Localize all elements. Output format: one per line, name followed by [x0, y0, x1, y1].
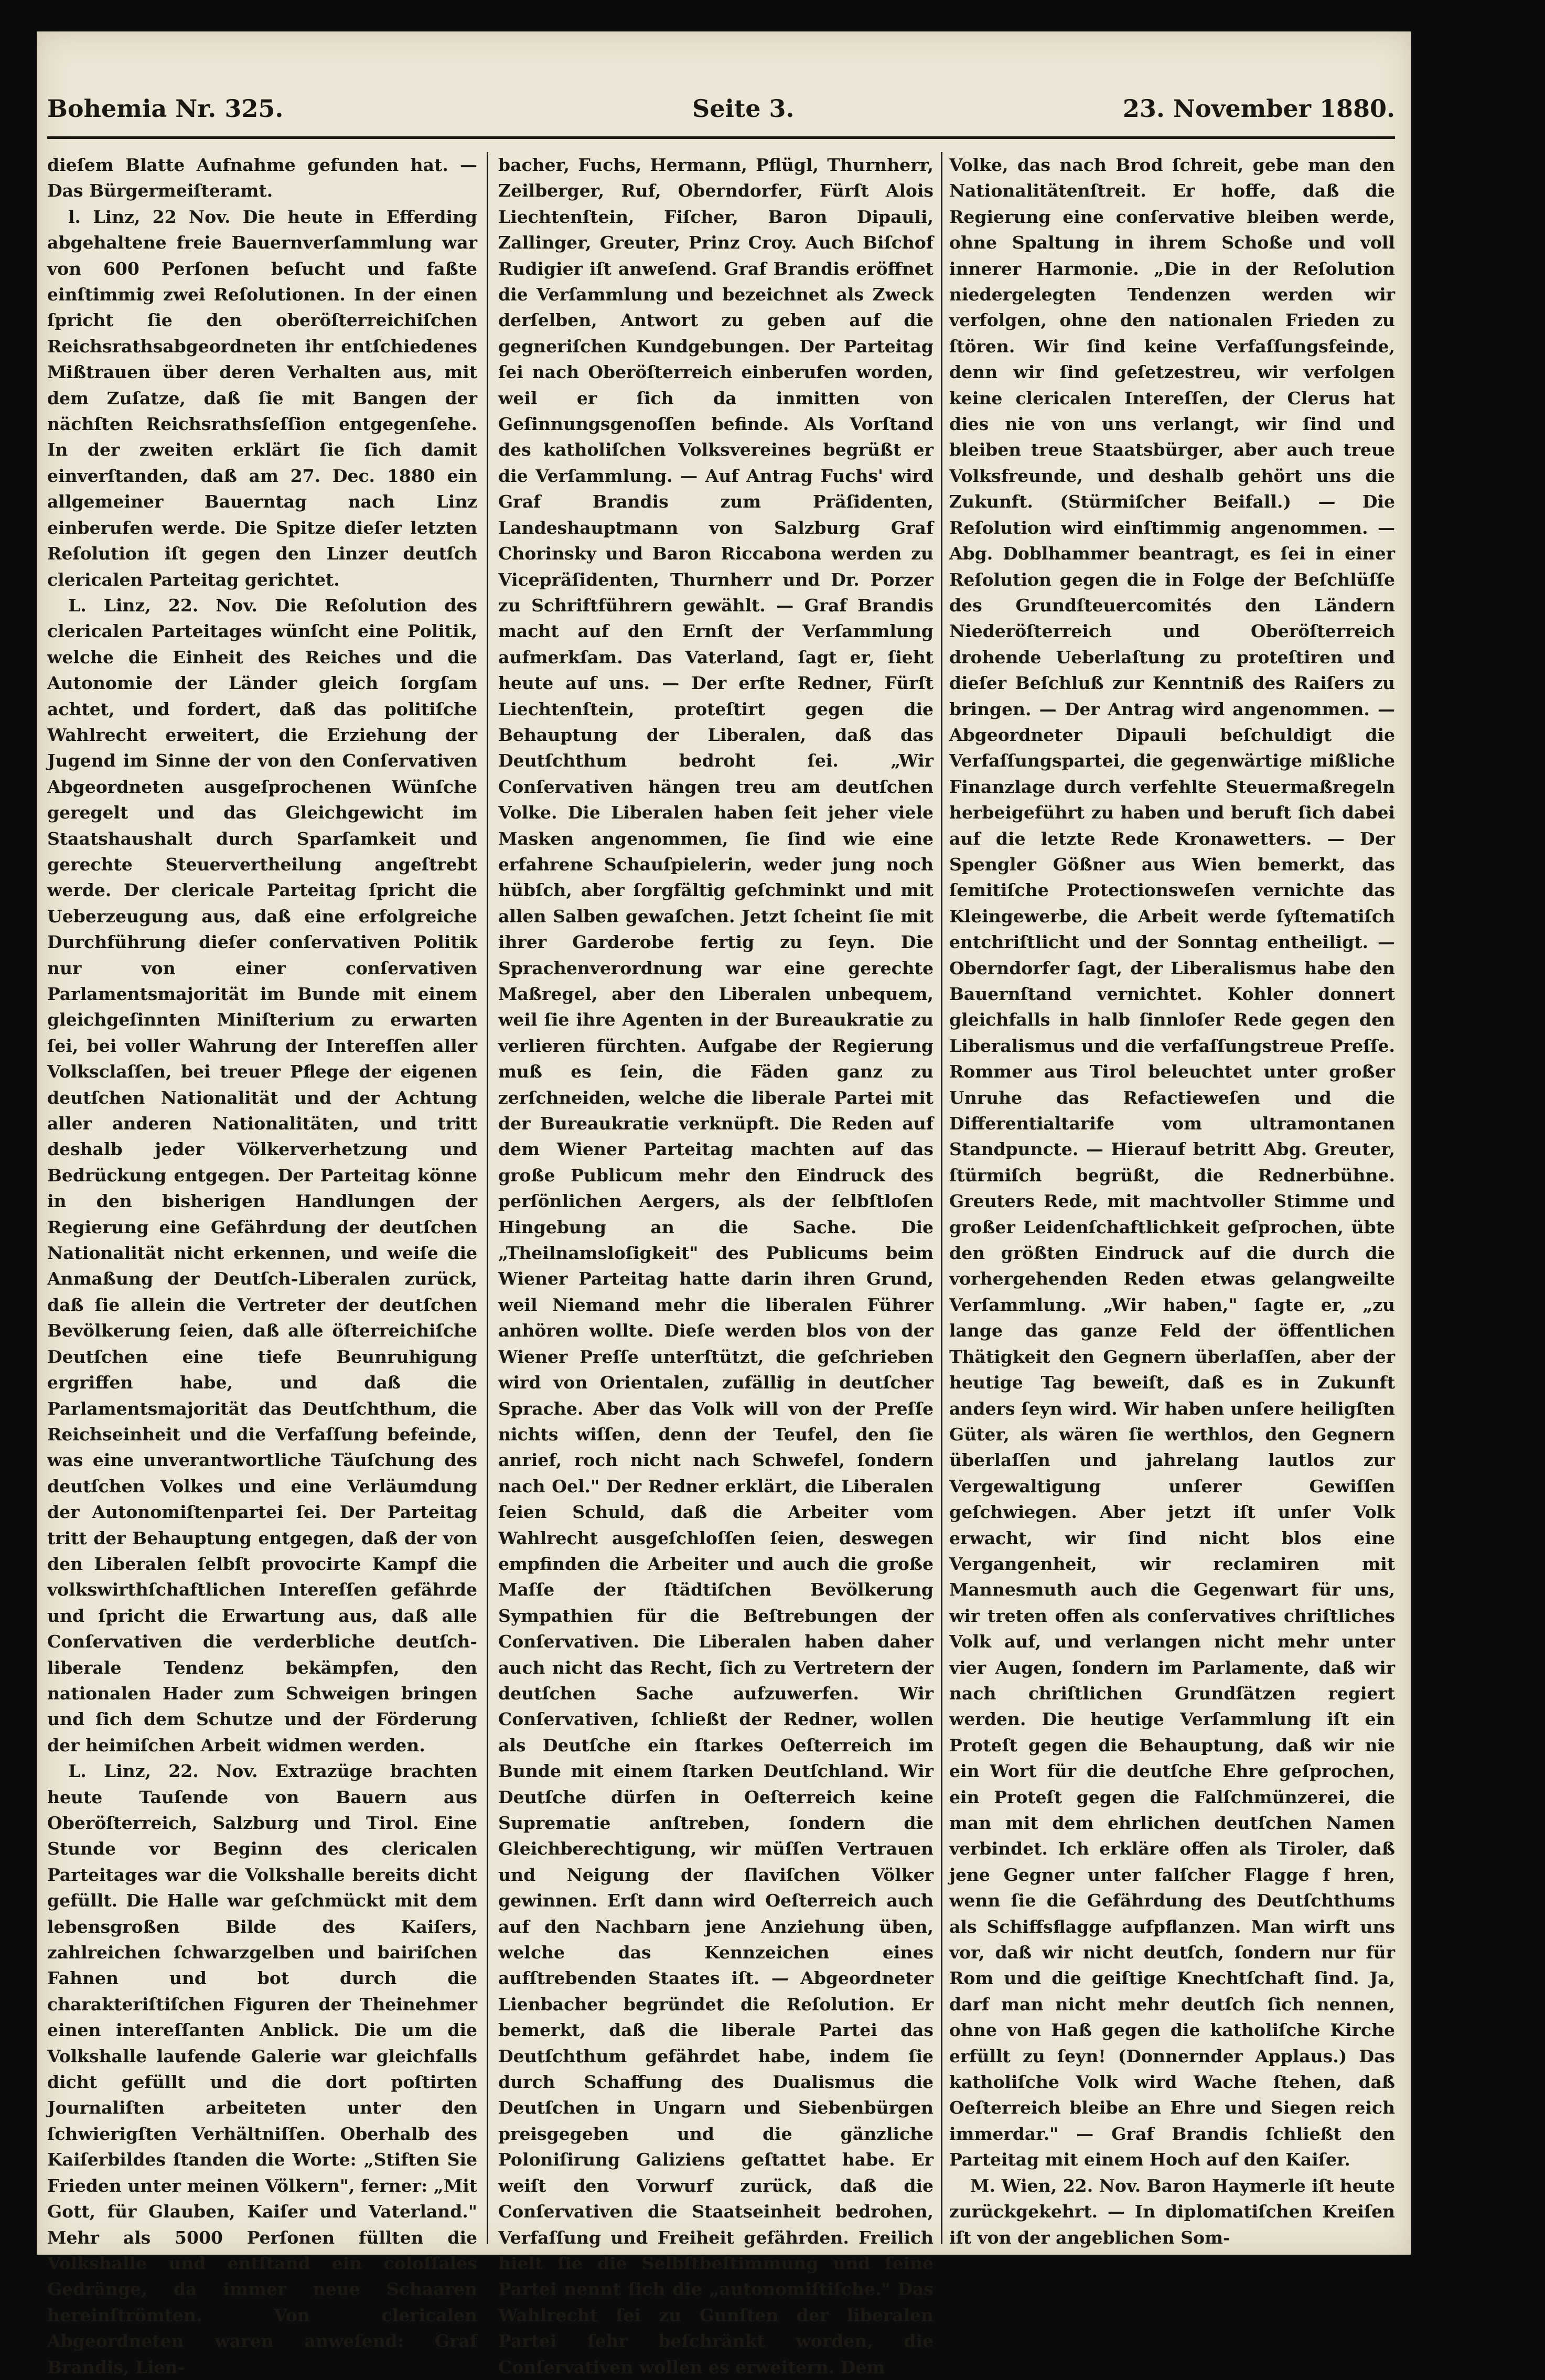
page-number: Seite 3.: [692, 94, 795, 123]
column-divider: [941, 152, 942, 2244]
page-header: [47, 94, 1395, 136]
article-paragraph: M. Wien, 22. Nov. Baron Haymerle iſt heute zurückgekehrt. — In diplomatiſchen Kreiſen iſt von der angeblichen Som-: [949, 2175, 1395, 2248]
article-paragraph: bacher, Fuchs, Hermann, Pflügl, Thurnherr, Zeilberger, Ruf, Oberndorfer, Fürſt Alois Liechtenſtein, Fiſcher, Baron Dipauli, Zallinger, Greuter, Prinz Croy. Auch Biſchof Rudigier iſt anweſend. Graf Brandis eröffnet die Verſammlung und bezeichnet als Zweck derſelben, Antwort zu geben auf die gegneriſchen Kundgebungen. Der Parteitag ſei nach Oberöſterreich einberufen worden, weil er ſich da inmitten von Geſinnungsgenoſſen befinde. Als Vorſtand des katholiſchen Volksvereines begrüßt er die Verſammlung. — Auf Antrag Fuchs' wird Graf Brandis zum Präſidenten, Landeshauptmann von Salzburg Graf Chorinsky und Baron Riccabona werden zu Vicepräſidenten, Thurnherr und Dr. Porzer zu Schriftführern gewählt. — Graf Brandis macht auf den Ernſt der Verſammlung aufmerkſam. Das Vaterland, ſagt er, ſieht heute auf uns. — Der erſte Redner, Fürſt Liechtenſtein, proteſtirt gegen die Behauptung der Liberalen, daß das Deutſchthum bedroht ſei. „Wir Conſervativen hängen treu am deutſchen Volke. Die Liberalen haben ſeit jeher viele Masken angenommen, ſie ſind wie eine erfahrene Schauſpielerin, weder jung noch hübſch, aber ſorgfältig geſchminkt und mit allen Salben gewaſchen. Jetzt ſcheint ſie mit ihrer Garderobe fertig zu ſeyn. Die Sprachenverordnung war eine gerechte Maßregel, aber den Liberalen unbequem, weil ſie ihre Agenten in der Bureaukratie zu verlieren fürchten. Aufgabe der Regierung muß es ſein, die Fäden ganz zu zerſchneiden, welche die liberale Partei mit der Bureaukratie verknüpft. Die Reden auf dem Wiener Parteitag machten auf das große Publicum mehr den Eindruck des perſönlichen Aergers, als der ſelbſtloſen Hingebung an die Sache. Die „Theilnamsloſigkeit" des Publicums beim Wiener Parteitag hatte darin ihren Grund, weil Niemand mehr die liberalen Führer anhören wollte. Dieſe werden blos von der Wiener Preſſe unterſtützt, die geſchrieben wird von Orientalen, zufällig in deutſcher Sprache. Aber das Volk will von der Preſſe nichts wiſſen, denn der Teufel, den ſie anrief, roch nicht nach Schwefel, ſondern nach Oel." Der Redner erklärt, die Liberalen ſeien Schuld, daß die Arbeiter vom Wahlrecht ausgeſchloſſen ſeien, deswegen empfinden die Arbeiter und auch die große Maſſe der ſtädtiſchen Bevölkerung Sympathien für die Beſtrebungen der Conſervativen. Die Liberalen haben daher auch nicht das Recht, ſich zu Vertretern der deutſchen Sache aufzuwerfen. Wir Conſervativen, ſchließt der Redner, wollen als Deutſche ein ſtarkes Oeſterreich im Bunde mit einem ſtarken Deutſchland. Wir Deutſche dürfen in Oeſterreich keine Suprematie anſtreben, ſondern die Gleichberechtigung, wir müſſen Vertrauen und Neigung der ſlaviſchen Völker gewinnen. Erſt dann wird Oeſterreich auch auf den Nachbarn jene Anziehung üben, welche das Kennzeichen eines aufſtrebenden Staates iſt. — Abgeordneter Lienbacher begründet die Reſolution. Er bemerkt, daß die liberale Partei das Deutſchthum gefährdet habe, indem ſie durch Schaffung des Dualismus die Deutſchen in Ungarn und Siebenbürgen preisgegeben und die gänzliche Poloniſirung Galiziens geſtattet habe. Er weiſt den Vorwurf zurück, daß die Conſervativen die Staatseinheit bedrohen, Verfaſſung und Freiheit gefährden. Freilich hielt ſie die Selbſtbeſtimmung und ſeine Partei nennt ſich die „autonomiſtiſche." Das Wahlrecht ſei zu Gunſten der liberalen Partei ſehr beſchränkt worden, die Conſervativen wollen es erweitern. Dem: [498, 155, 934, 2377]
column-divider: [487, 152, 488, 2244]
column-2: [498, 152, 934, 2377]
article-paragraph: dieſem Blatte Aufnahme gefunden hat. — Das Bürgermeiſteramt.: [47, 155, 477, 201]
newspaper-page: [37, 31, 1411, 2377]
article-paragraph: L. Linz, 22. Nov. Die Reſolution des clericalen Parteitages wünſcht eine Politik, welche die Einheit des Reiches und die Autonomie der Länder gleich ſorgſam achtet, und fordert, daß das politiſche Wahlrecht erweitert, die Erziehung der Jugend im Sinne der von den Conſervativen Abgeordneten ausgeſprochenen Wünſche geregelt und das Gleichgewicht im Staatshaushalt durch Sparſamkeit und gerechte Steuervertheilung angeſtrebt werde. Der clericale Parteitag ſpricht die Ueberzeugung aus, daß eine erfolgreiche Durchführung dieſer conſervativen Politik nur von einer conſervativen Parlamentsmajorität im Bunde mit einem gleichgeſinnten Miniſterium zu erwarten ſei, bei voller Wahrung der Intereſſen aller Volksclaſſen, bei treuer Pflege der eigenen deutſchen Nationalität und der Achtung aller anderen Nationalitäten, und tritt deshalb jeder Völkerverhetzung und Bedrückung entgegen. Der Parteitag könne in den bisherigen Handlungen der Regierung eine Gefährdung der deutſchen Nationalität nicht erkennen, und weiſe die Anmaßung der Deutſch-Liberalen zurück, daß ſie allein die Vertreter der deutſchen Bevölkerung ſeien, daß alle öſterreichiſche Deutſchen eine tiefe Beunruhigung ergriffen habe, und daß die Parlamentsmajorität das Deutſchthum, die Reichseinheit und die Verfaſſung befeinde, was eine unverantwortliche Täuſchung des deutſchen Volkes und eine Verläumdung der Autonomiſtenpartei ſei. Der Parteitag tritt der Behauptung entgegen, daß der von den Liberalen ſelbſt provocirte Kampf die volkswirthſchaftlichen Intereſſen gefährde und ſpricht die Erwartung aus, daß alle Conſervativen die verderbliche deutſch-liberale Tendenz bekämpfen, den nationalen Hader zum Schweigen bringen und ſich dem Schutze und der Förderung der heimiſchen Arbeit widmen werden.: [47, 595, 477, 1756]
issue-date: 23. November 1880.: [1122, 94, 1395, 123]
header-rule: [47, 136, 1395, 139]
column-1: [47, 152, 477, 2377]
article-paragraph: L. Linz, 22. Nov. Extrazüge brachten heute Tauſende von Bauern aus Oberöſterreich, Salzburg und Tirol. Eine Stunde vor Beginn des clericalen Parteitages war die Volkshalle bereits dicht gefüllt. Die Halle war geſchmückt mit dem lebensgroßen Bilde des Kaiſers, zahlreichen ſchwarzgelben und bairiſchen Fahnen und bot durch die charakteriſtiſchen Figuren der Theinehmer einen intereſſanten Anblick. Die um die Volkshalle laufende Galerie war gleichfalls dicht gefüllt und die dort poſtirten Journaliſten arbeiteten unter den ſchwierigſten Verhältniſſen. Oberhalb des Kaiſerbildes ſtanden die Worte: „Stiften Sie Frieden unter meinen Völkern", ferner: „Mit Gott, für Glauben, Kaiſer und Vaterland." Mehr als 5000 Perſonen füllten die Volkshalle und entſtand ein coloſſales Gedränge, da immer neue Schaaren hereinſtrömten. Von clericalen Abgeordneten waren anweſend: Graf Brandis, Lien-: [47, 1761, 477, 2377]
masthead-issue: Bohemia Nr. 325.: [47, 94, 284, 123]
column-3: [949, 152, 1395, 2248]
article-paragraph: l. Linz, 22 Nov. Die heute in Efferding abgehaltene freie Bauernverſammlung war von 600 Perſonen beſucht und faßte einſtimmig zwei Reſolutionen. In der einen ſpricht ſie den oberöſterreichiſchen Reichsrathsabgeordneten ihr entſchiedenes Mißtrauen über deren Verhalten aus, mit dem Zuſatze, daß ſie mit Bangen der nächſten Reichsrathsſeſſion entgegenſehe. In der zweiten erklärt ſie ſich damit einverſtanden, daß am 27. Dec. 1880 ein allgemeiner Bauerntag nach Linz einberufen werde. Die Spitze dieſer letzten Reſolution iſt gegen den Linzer deutſch clericalen Parteitag gerichtet.: [47, 206, 477, 590]
article-paragraph: Volke, das nach Brod ſchreit, gebe man den Nationalitätenſtreit. Er hoffe, daß die Regierung eine conſervative bleiben werde, ohne Spaltung in ihrem Schoße und voll innerer Harmonie. „Die in der Reſolution niedergelegten Tendenzen werden wir verfolgen, ohne den nationalen Frieden zu ſtören. Wir ſind keine Verfaſſungsfeinde, denn wir ſind geſetzestreu, wir verfolgen keine clericalen Intereſſen, der Clerus hat dies nie von uns verlangt, wir ſind und bleiben treue Staatsbürger, aber auch treue Volksfreunde, und deshalb gehört uns die Zukunft. (Stürmiſcher Beifall.) — Die Reſolution wird einſtimmig angenommen. — Abg. Doblhammer beantragt, es ſei in einer Reſolution gegen die in Folge der Beſchlüſſe des Grundſteuercomités den Ländern Niederöſterreich und Oberöſterreich drohende Ueberlaſtung zu proteſtiren und dieſer Beſchluß zur Kenntniß des Raiſers zu bringen. — Der Antrag wird angenommen. — Abgeordneter Dipauli beſchuldigt die Verfaſſungspartei, die gegenwärtige mißliche Finanzlage durch verfehlte Steuermaßregeln herbeigeführt zu haben und beruft ſich dabei auf die letzte Rede Kronawetters. — Der Spengler Gößner aus Wien bemerkt, das ſemitiſche Protectionsweſen vernichte das Kleingewerbe, die Arbeit werde ſyſtematiſch entchriſtlicht und der Sonntag entheiligt. — Oberndorfer ſagt, der Liberalismus habe den Bauernſtand vernichtet. Kohler donnert gleichfalls in halb ſinnloſer Rede gegen den Liberalismus und die verfaſſungstreue Preſſe. Rommer aus Tirol beleuchtet unter großer Unruhe das Refactieweſen und die Differentialtarife vom ultramontanen Standpuncte. — Hierauf betritt Abg. Greuter, ſtürmiſch begrüßt, die Rednerbühne. Greuters Rede, mit machtvoller Stimme und großer Leidenſchaftlichkeit geſprochen, übte den größten Eindruck auf die durch die vorhergehenden Reden etwas gelangweilte Verſammlung. „Wir haben," ſagte er, „zu lange das ganze Feld der öffentlichen Thätigkeit den Gegnern überlaſſen, aber der heutige Tag beweiſt, daß es in Zukunft anders ſeyn wird. Wir haben unſere heiligſten Güter, als wären ſie werthlos, den Gegnern überlaſſen und jahrelang lautlos zur Vergewaltigung unſerer Gewiſſen geſchwiegen. Aber jetzt iſt unſer Volk erwacht, wir ſind nicht blos eine Vergangenheit, wir reclamiren mit Mannesmuth auch die Gegenwart für uns, wir treten offen als conſervatives chriſtliches Volk auf, und verlangen nicht mehr unter vier Augen, ſondern im Parlamente, daß wir nach chriſtlichen Grundſätzen regiert werden. Die heutige Verſammlung iſt ein Proteſt gegen die Behauptung, daß wir nie ein Wort für die deutſche Ehre geſprochen, ein Proteſt gegen die Falſchmünzerei, die man mit dem ehrlichen deutſchen Namen verbindet. Ich erkläre offen als Tiroler, daß jene Gegner unter falſcher Flagge f hren, wenn ſie die Gefährdung des Deutſchthums als Schiffsflagge aufpflanzen. Man wirft uns vor, daß wir nicht deutſch, ſondern nur für Rom und die geiſtige Knechtſchaft ſind. Ja, darf man nicht mehr deutſch ſich nennen, ohne von Haß gegen die katholiſche Kirche erfüllt zu ſeyn! (Donnernder Applaus.) Das katholiſche Volk wird Wache ſtehen, daß Oeſterreich bleibe an Ehre und Siegen reich immerdar." — Graf Brandis ſchließt den Parteitag mit einem Hoch auf den Kaiſer.: [949, 155, 1395, 2170]
